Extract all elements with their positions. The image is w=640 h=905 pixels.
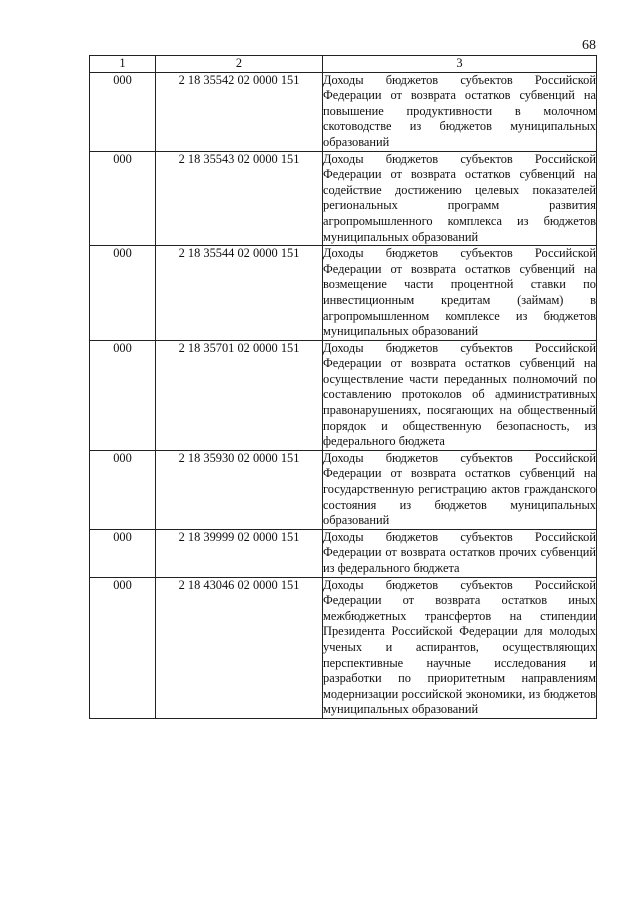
column-header-3: 3 [323,56,597,73]
kbk-code-cell: 2 18 43046 02 0000 151 [156,577,323,718]
kbk-code-cell: 2 18 35930 02 0000 151 [156,450,323,529]
description-cell: Доходы бюджетов субъектов Российской Федерации от возврата остатков субвенций на повышение продуктивности в молочном скотоводстве из бюджетов муниципальных образований [323,72,597,151]
admin-code-cell: 000 [90,340,156,450]
description-cell: Доходы бюджетов субъектов Российской Федерации от возврата остатков субвенций на осуществление части переданных полномочий по составлению протоколов об административных правонарушениях, посягающих на общественный порядок и общественную безопасность, из федерального бюджета [323,340,597,450]
page-number: 68 [582,38,596,53]
column-header-2: 2 [156,56,323,73]
description-cell: Доходы бюджетов субъектов Российской Федерации от возврата остатков прочих субвенций из федерального бюджета [323,529,597,577]
table-row [90,246,597,341]
admin-code-cell: 000 [90,577,156,718]
kbk-code-cell: 2 18 39999 02 0000 151 [156,529,323,577]
admin-code-cell: 000 [90,246,156,341]
kbk-code-cell: 2 18 35544 02 0000 151 [156,246,323,341]
table-row [90,577,597,718]
description-cell: Доходы бюджетов субъектов Российской Федерации от возврата остатков субвенций на государственную регистрацию актов гражданского состояния из бюджетов муниципальных образований [323,450,597,529]
table-header-row [90,56,597,73]
description-cell: Доходы бюджетов субъектов Российской Федерации от возврата остатков иных межбюджетных трансфертов на стипендии Президента Российской Федерации для молодых ученых и аспирантов, осуществляющих перспективные научные исследования и разработки по приоритетным направлениям модернизации российской экономики, из бюджетов муниципальных образований [323,577,597,718]
table-row [90,151,597,246]
admin-code-cell: 000 [90,151,156,246]
description-cell: Доходы бюджетов субъектов Российской Федерации от возврата остатков субвенций на возмещение части процентной ставки по инвестиционным кредитам (займам) в агропромышленном комплексе из бюджетов муниципальных образований [323,246,597,341]
admin-code-cell: 000 [90,450,156,529]
description-cell: Доходы бюджетов субъектов Российской Федерации от возврата остатков субвенций на содействие достижению целевых показателей региональных программ развития агропромышленного комплекса из бюджетов муниципальных образований [323,151,597,246]
admin-code-cell: 000 [90,529,156,577]
kbk-code-cell: 2 18 35701 02 0000 151 [156,340,323,450]
budget-revenue-table [89,55,597,719]
column-header-1: 1 [90,56,156,73]
kbk-code-cell: 2 18 35542 02 0000 151 [156,72,323,151]
kbk-code-cell: 2 18 35543 02 0000 151 [156,151,323,246]
table-row [90,450,597,529]
table-row [90,72,597,151]
admin-code-cell: 000 [90,72,156,151]
table-row [90,340,597,450]
table-row [90,529,597,577]
